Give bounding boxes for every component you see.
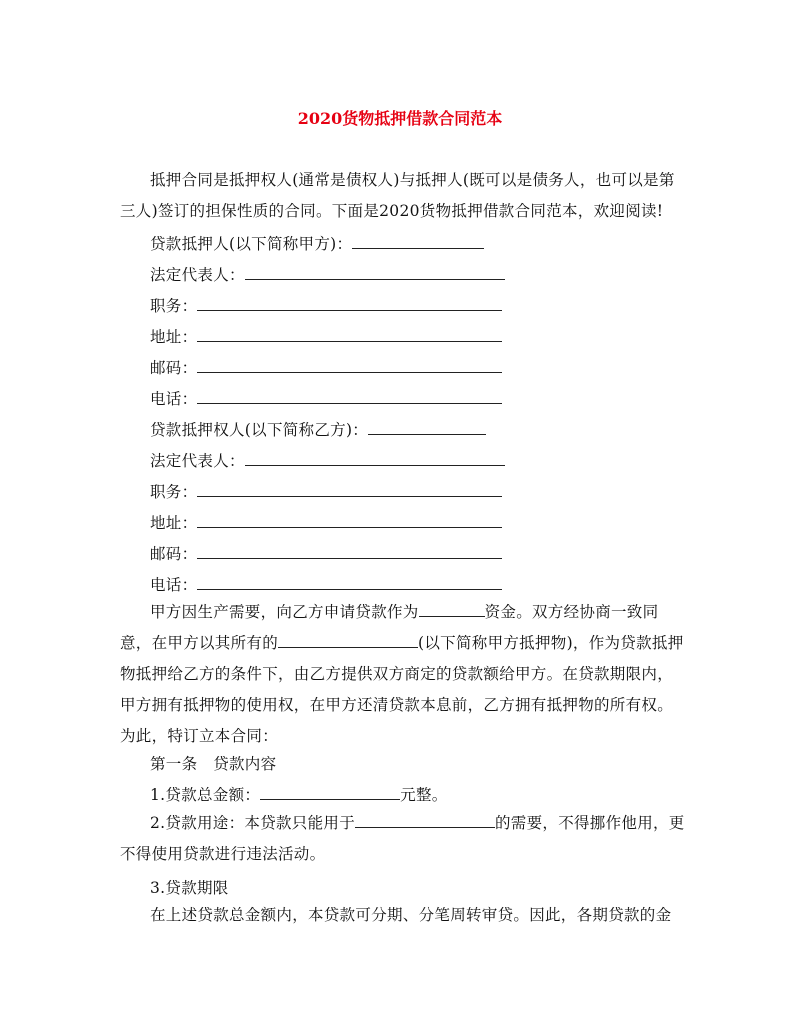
party-b-rep-label: 法定代表人： bbox=[150, 452, 245, 470]
party-a-address-blank[interactable] bbox=[197, 327, 502, 342]
item-3-heading: 3.贷款期限 bbox=[150, 879, 229, 897]
party-a-rep-label: 法定代表人： bbox=[150, 266, 245, 284]
party-b-rep-line bbox=[150, 449, 505, 471]
item-1-line bbox=[150, 783, 448, 805]
item-1-suffix: 元整。 bbox=[400, 786, 448, 804]
party-a-address-line bbox=[150, 325, 502, 347]
article-1-heading: 第一条 贷款内容 bbox=[150, 755, 277, 773]
party-a-zip-line bbox=[150, 356, 502, 378]
item-1-label: 1.贷款总金额： bbox=[150, 786, 261, 804]
party-a-post-label: 职务： bbox=[150, 297, 198, 315]
fund-type-blank[interactable] bbox=[419, 602, 485, 617]
party-a-heading-line bbox=[150, 232, 484, 254]
party-b-zip-label: 邮码： bbox=[150, 545, 198, 563]
party-a-phone-label: 电话： bbox=[150, 390, 198, 408]
body-text-1: 甲方因生产需要，向乙方申请贷款作为 bbox=[150, 603, 419, 621]
party-a-rep-blank[interactable] bbox=[245, 265, 505, 280]
loan-amount-blank[interactable] bbox=[260, 785, 400, 800]
party-a-zip-label: 邮码： bbox=[150, 359, 198, 377]
party-b-zip-blank[interactable] bbox=[197, 544, 502, 559]
party-a-zip-blank[interactable] bbox=[197, 358, 502, 373]
party-b-phone-line bbox=[150, 573, 502, 595]
party-b-phone-label: 电话： bbox=[150, 576, 198, 594]
loan-usage-blank[interactable] bbox=[355, 813, 495, 828]
party-a-heading: 贷款抵押人(以下简称甲方)： bbox=[150, 235, 353, 253]
item-2-paragraph bbox=[120, 808, 685, 870]
document-title: 2020货物抵押借款合同范本 bbox=[297, 109, 503, 128]
party-a-rep-line bbox=[150, 263, 505, 285]
party-b-address-blank[interactable] bbox=[197, 513, 502, 528]
party-b-phone-blank[interactable] bbox=[197, 575, 502, 590]
party-b-heading-line bbox=[150, 418, 486, 440]
intro-paragraph: 抵押合同是抵押权人(通常是债权人)与抵押人(既可以是债务人，也可以是第三人)签订的担保性质的合同。下面是2020货物抵押借款合同范本，欢迎阅读! bbox=[120, 171, 675, 220]
party-b-post-line bbox=[150, 480, 502, 502]
party-b-post-blank[interactable] bbox=[197, 482, 502, 497]
item-2-label: 2.贷款用途：本贷款只能用于 bbox=[150, 814, 355, 832]
party-a-post-blank[interactable] bbox=[197, 296, 502, 311]
party-b-rep-blank[interactable] bbox=[245, 451, 505, 466]
party-a-post-line bbox=[150, 294, 502, 316]
final-paragraph: 在上述贷款总金额内，本贷款可分期、分笔周转审贷。因此，各期贷款的金 bbox=[150, 906, 672, 924]
party-a-name-blank[interactable] bbox=[352, 234, 484, 249]
party-a-phone-line bbox=[150, 387, 502, 409]
item-2-text: 的需要，不得挪作他用，更不得使用贷款进行违法活动。 bbox=[120, 814, 685, 863]
party-b-heading: 贷款抵押权人(以下简称乙方)： bbox=[150, 421, 369, 439]
collateral-blank[interactable] bbox=[278, 633, 418, 648]
party-b-address-label: 地址： bbox=[150, 514, 198, 532]
party-b-post-label: 职务： bbox=[150, 483, 198, 501]
loan-purpose-paragraph bbox=[120, 597, 685, 752]
party-b-name-blank[interactable] bbox=[368, 420, 486, 435]
party-b-address-line bbox=[150, 511, 502, 533]
party-a-phone-blank[interactable] bbox=[197, 389, 502, 404]
body-text-3: (以下简称甲方抵押物)，作为贷款抵押物抵押给乙方的条件下，由乙方提供双方商定的贷款额给甲方。在贷款期限内，甲方拥有抵押物的使用权，在甲方还清贷款本息前，乙方拥有抵押物的所有权。为此，特订立本合同： bbox=[120, 634, 684, 745]
party-b-zip-line bbox=[150, 542, 502, 564]
party-a-address-label: 地址： bbox=[150, 328, 198, 346]
body-text-2: 资金。双方经协商一致同意，在甲方以其所有的 bbox=[120, 603, 659, 652]
